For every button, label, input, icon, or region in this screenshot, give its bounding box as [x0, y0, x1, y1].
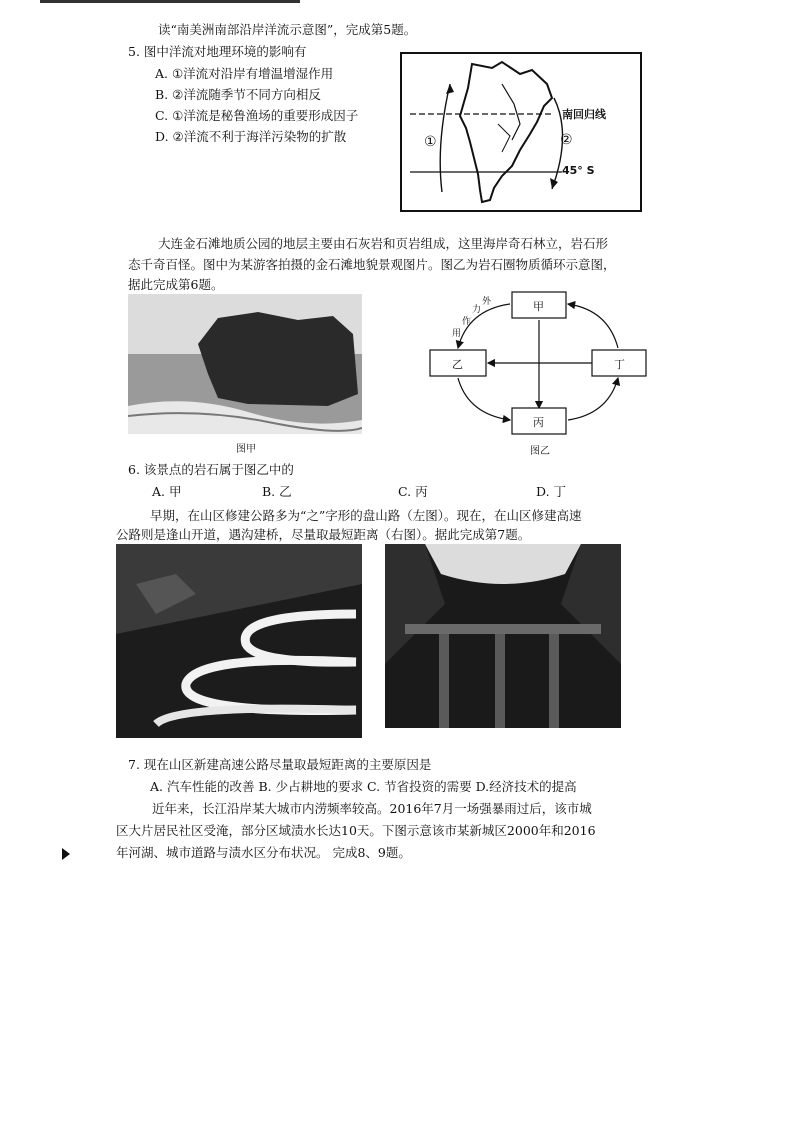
- current-1-arrowhead: [446, 84, 454, 94]
- arrow-label-char-2: 力: [472, 305, 482, 315]
- q89-intro-line-2: 区大片居民社区受淹，部分区域渍水长达10天。下图示意该市某新城区2000年和2016: [116, 823, 596, 838]
- tropic-label: 南回归线: [562, 108, 606, 121]
- q5-option-a: A. ①洋流对沿岸有增温增湿作用: [155, 66, 334, 81]
- bridge-pier-3: [549, 634, 559, 728]
- arrow-label-char-1: 外: [482, 297, 492, 307]
- q6-option-c: C. 丙: [398, 484, 428, 499]
- current-1-label: ①: [424, 134, 437, 150]
- q7-intro-line-2: 公路则是逢山开道，遇沟建桥，尽量取最短距离（右图）。据此完成第7题。: [116, 527, 531, 542]
- bridge-pier-2: [495, 634, 505, 728]
- q6-option-a: A. 甲: [152, 484, 182, 499]
- coastal-rock-photo: [128, 294, 362, 434]
- cycle-box-bottom: 丙: [533, 416, 544, 429]
- bridge-pier-1: [439, 634, 449, 728]
- south-america-current-map: [400, 52, 642, 212]
- q5-option-c: C. ①洋流是秘鲁渔场的重要形成因子: [155, 108, 359, 123]
- q7-options: A. 汽车性能的改善 B. 少占耕地的要求 C. 节省投资的需要 D.经济技术的提高: [150, 779, 577, 794]
- q89-intro-line-1: 近年来，长江沿岸某大城市内涝频率较高。2016年7月一场强暴雨过后，该市城: [152, 801, 592, 816]
- q6-intro-line-1: 大连金石滩地质公园的地层主要由石灰岩和页岩组成，这里海岸奇石林立，岩石形: [158, 236, 609, 251]
- diagram-b-caption: 图乙: [530, 446, 550, 457]
- photo-a-caption: 图甲: [236, 444, 256, 455]
- current-1-arrow: [440, 84, 450, 192]
- q6-option-d: D. 丁: [536, 484, 567, 499]
- scan-top-edge: [40, 0, 300, 3]
- page-arrow-marker: [62, 848, 70, 860]
- q6-option-b: B. 乙: [262, 484, 292, 499]
- current-2-arrowhead: [550, 178, 558, 189]
- serpentine-road-drawing: [116, 544, 362, 738]
- arrow-label-char-4: 用: [452, 329, 462, 339]
- rock-mass: [198, 312, 358, 406]
- q5-intro: 读“南美洲南部沿岸洋流示意图”，完成第5题。: [158, 22, 417, 37]
- viaduct-photo: [385, 544, 621, 728]
- coastal-rock-drawing: [128, 294, 362, 434]
- bridge-deck: [405, 624, 601, 634]
- q7-stem: 7. 现在山区新建高速公路尽量取最短距离的主要原因是: [128, 757, 432, 772]
- current-map-drawing: [402, 54, 640, 210]
- cycle-box-top: 甲: [533, 300, 544, 313]
- rock-cycle-diagram: [428, 290, 648, 436]
- q6-intro-line-3: 据此完成第6题。: [128, 277, 224, 292]
- serpentine-road-photo: [116, 544, 362, 738]
- cycle-box-right: 丁: [614, 358, 625, 371]
- q89-intro-line-3: 年河湖、城市道路与渍水区分布状况。 完成8、9题。: [116, 845, 411, 860]
- cycle-box-left: 乙: [452, 358, 463, 371]
- q5-option-d: D. ②洋流不利于海洋污染物的扩散: [155, 129, 347, 144]
- q6-stem: 6. 该景点的岩石属于图乙中的: [128, 462, 294, 477]
- current-2-label: ②: [560, 132, 573, 148]
- q7-intro-line-1: 早期，在山区修建公路多为“之”字形的盘山路（左图）。现在，在山区修建高速: [150, 508, 582, 523]
- lat-45-label: 45° S: [562, 164, 595, 177]
- q6-intro-line-2: 态千奇百怪。图中为某游客拍摄的金石滩地貌景观图片。图乙为岩石圈物质循环示意图，: [128, 257, 616, 272]
- viaduct-drawing: [385, 544, 621, 728]
- q5-option-b: B. ②洋流随季节不同方向相反: [155, 87, 321, 102]
- arrow-label-char-3: 作: [462, 317, 472, 327]
- q5-stem: 5. 图中洋流对地理环境的影响有: [128, 44, 307, 59]
